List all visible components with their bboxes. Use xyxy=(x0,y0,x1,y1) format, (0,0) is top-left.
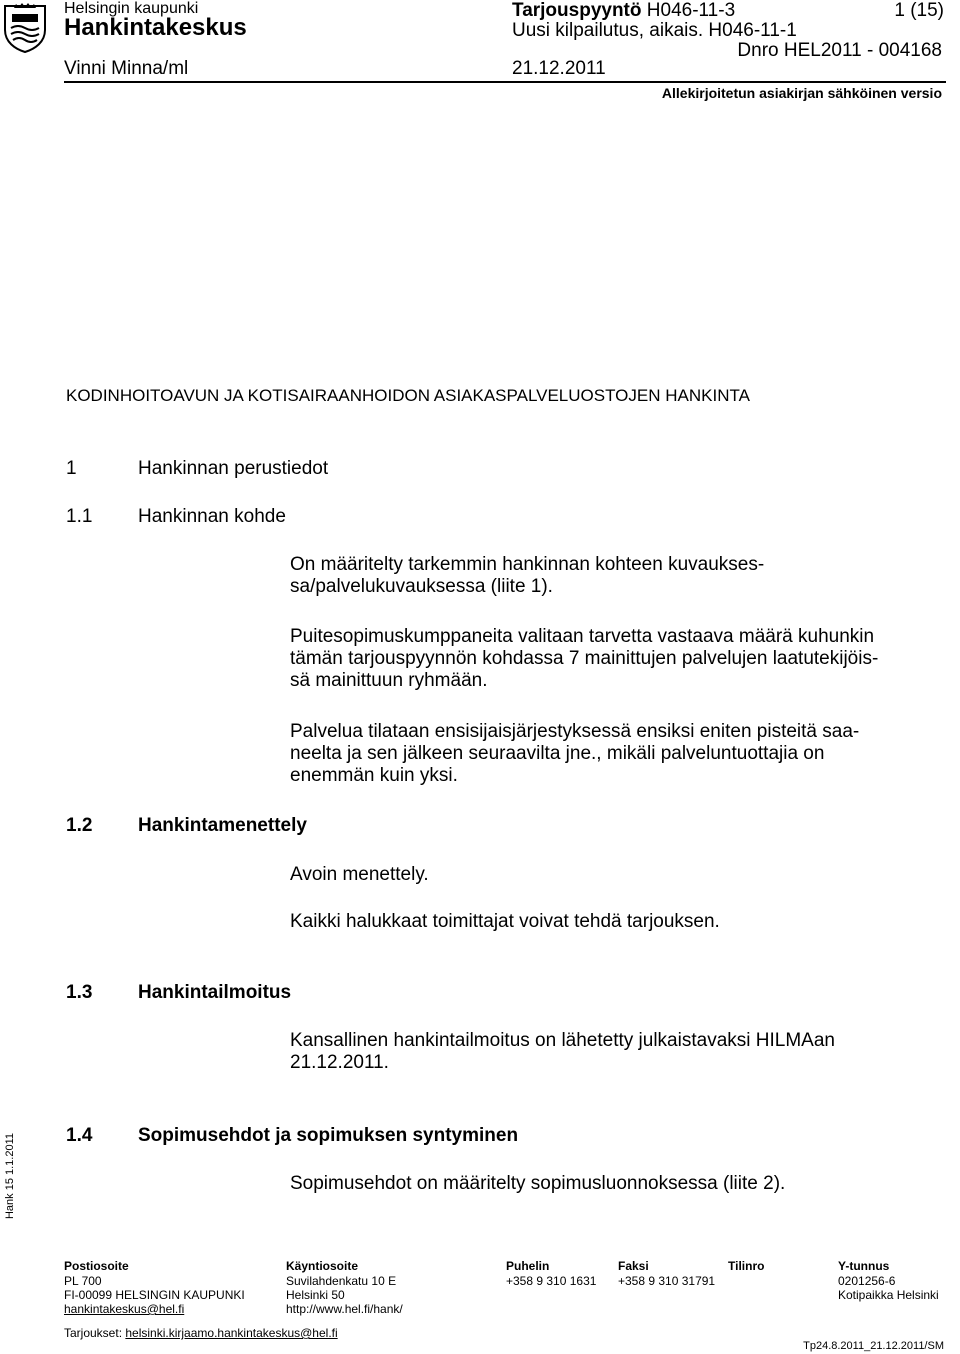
document-subtitle: Uusi kilpailutus, aikais. H046-11-1 xyxy=(512,20,797,41)
footer-offers-email-link[interactable]: helsinki.kirjaamo.hankintakeskus@hel.fi xyxy=(125,1326,338,1340)
section-number: 1.3 xyxy=(66,982,93,1003)
footer-phone: +358 9 310 1631 xyxy=(506,1274,597,1288)
footer-postal-box: PL 700 xyxy=(64,1274,102,1288)
diary-number: Dnro HEL2011 - 004168 xyxy=(737,40,942,61)
signed-version-note: Allekirjoitetun asiakirjan sähköinen versio xyxy=(661,85,942,101)
paragraph-line: sä mainittuun ryhmään. xyxy=(290,670,488,691)
section-number: 1.4 xyxy=(66,1125,93,1146)
footer-domicile: Kotipaikka Helsinki xyxy=(838,1288,939,1302)
template-side-mark: Hank 15 1.1.2011 xyxy=(4,1132,16,1220)
document-type xyxy=(512,0,735,22)
footer-heading-ytunnus: Y-tunnus xyxy=(838,1259,890,1273)
paragraph-line: neelta ja sen jälkeen seuraavilta jne., mikäli palveluntuottajia on xyxy=(290,743,825,764)
footer-fax: +358 9 310 31791 xyxy=(618,1274,716,1288)
footer-heading-postal: Postiosoite xyxy=(64,1259,129,1273)
header-divider xyxy=(64,81,946,83)
footer-visit-street: Suvilahdenkatu 10 E xyxy=(286,1274,397,1288)
footer-offers-label: Tarjoukset: xyxy=(64,1326,123,1340)
footer-ytunnus: 0201256-6 xyxy=(838,1274,896,1288)
section-title: Sopimusehdot ja sopimuksen syntyminen xyxy=(138,1125,519,1146)
paragraph-ordering xyxy=(290,721,910,787)
footer-heading-fax: Faksi xyxy=(618,1259,649,1273)
organization-name: Helsingin kaupunki xyxy=(64,0,199,17)
footer-postal-city: FI-00099 HELSINGIN KAUPUNKI xyxy=(64,1288,245,1302)
section-number: 1.1 xyxy=(66,506,93,527)
author: Vinni Minna/ml xyxy=(64,58,189,79)
unit-name: Hankintakeskus xyxy=(64,14,247,41)
paragraph-line: enemmän kuin yksi. xyxy=(290,765,458,786)
paragraph-contract-terms: Sopimusehdot on määritelty sopimusluonnoksessa (liite 2). xyxy=(290,1173,786,1194)
footer-web-address: http://www.hel.fi/hank/ xyxy=(286,1302,403,1316)
paragraph-line: Kansallinen hankintailmoitus on lähetetty julkaistavaksi HILMAan xyxy=(290,1030,835,1051)
document-number: H046-11-3 xyxy=(646,0,736,21)
footer-email-link[interactable]: hankintakeskus@hel.fi xyxy=(64,1302,185,1316)
page-count: 1 (15) xyxy=(894,0,944,21)
footer-visit-city: Helsinki 50 xyxy=(286,1288,345,1302)
section-number: 1 xyxy=(66,458,77,479)
document-type-label: Tarjouspyyntö xyxy=(512,0,642,21)
footer-template-code: Tp24.8.2011_21.12.2011/SM xyxy=(803,1340,944,1352)
page-title: KODINHOITOAVUN JA KOTISAIRAANHOIDON ASIAKASPALVELUOSTOJEN HANKINTA xyxy=(66,386,750,405)
paragraph-notice xyxy=(290,1030,910,1074)
footer-offers xyxy=(64,1326,338,1340)
section-number: 1.2 xyxy=(66,815,93,836)
paragraph-line: tämän tarjouspyynnön kohdassa 7 mainittujen palvelujen laatutekijöis- xyxy=(290,648,879,669)
footer-heading-account: Tilinro xyxy=(728,1259,765,1273)
paragraph-procedure: Avoin menettely. xyxy=(290,864,429,885)
paragraph-scope xyxy=(290,554,910,598)
section-title: Hankinnan kohde xyxy=(138,506,286,527)
paragraph-suppliers: Kaikki halukkaat toimittajat voivat tehdä tarjouksen. xyxy=(290,911,720,932)
footer-heading-visit: Käyntiosoite xyxy=(286,1259,359,1273)
paragraph-line: Palvelua tilataan ensisijaisjärjestyksessä ensiksi eniten pisteitä saa- xyxy=(290,721,860,742)
paragraph-line: sa/palvelukuvauksessa (liite 1). xyxy=(290,576,553,597)
paragraph-line: Puitesopimuskumppaneita valitaan tarvetta vastaava määrä kuhunkin xyxy=(290,626,875,647)
paragraph-framework xyxy=(290,626,910,692)
document-date: 21.12.2011 xyxy=(512,58,606,79)
helsinki-crest-logo xyxy=(2,2,48,54)
section-title: Hankinnan perustiedot xyxy=(138,458,329,479)
footer-heading-phone: Puhelin xyxy=(506,1259,550,1273)
paragraph-line: 21.12.2011. xyxy=(290,1052,389,1073)
section-title: Hankintamenettely xyxy=(138,815,307,836)
paragraph-line: On määritelty tarkemmin hankinnan kohteen kuvaukses- xyxy=(290,554,765,575)
section-title: Hankintailmoitus xyxy=(138,982,292,1003)
